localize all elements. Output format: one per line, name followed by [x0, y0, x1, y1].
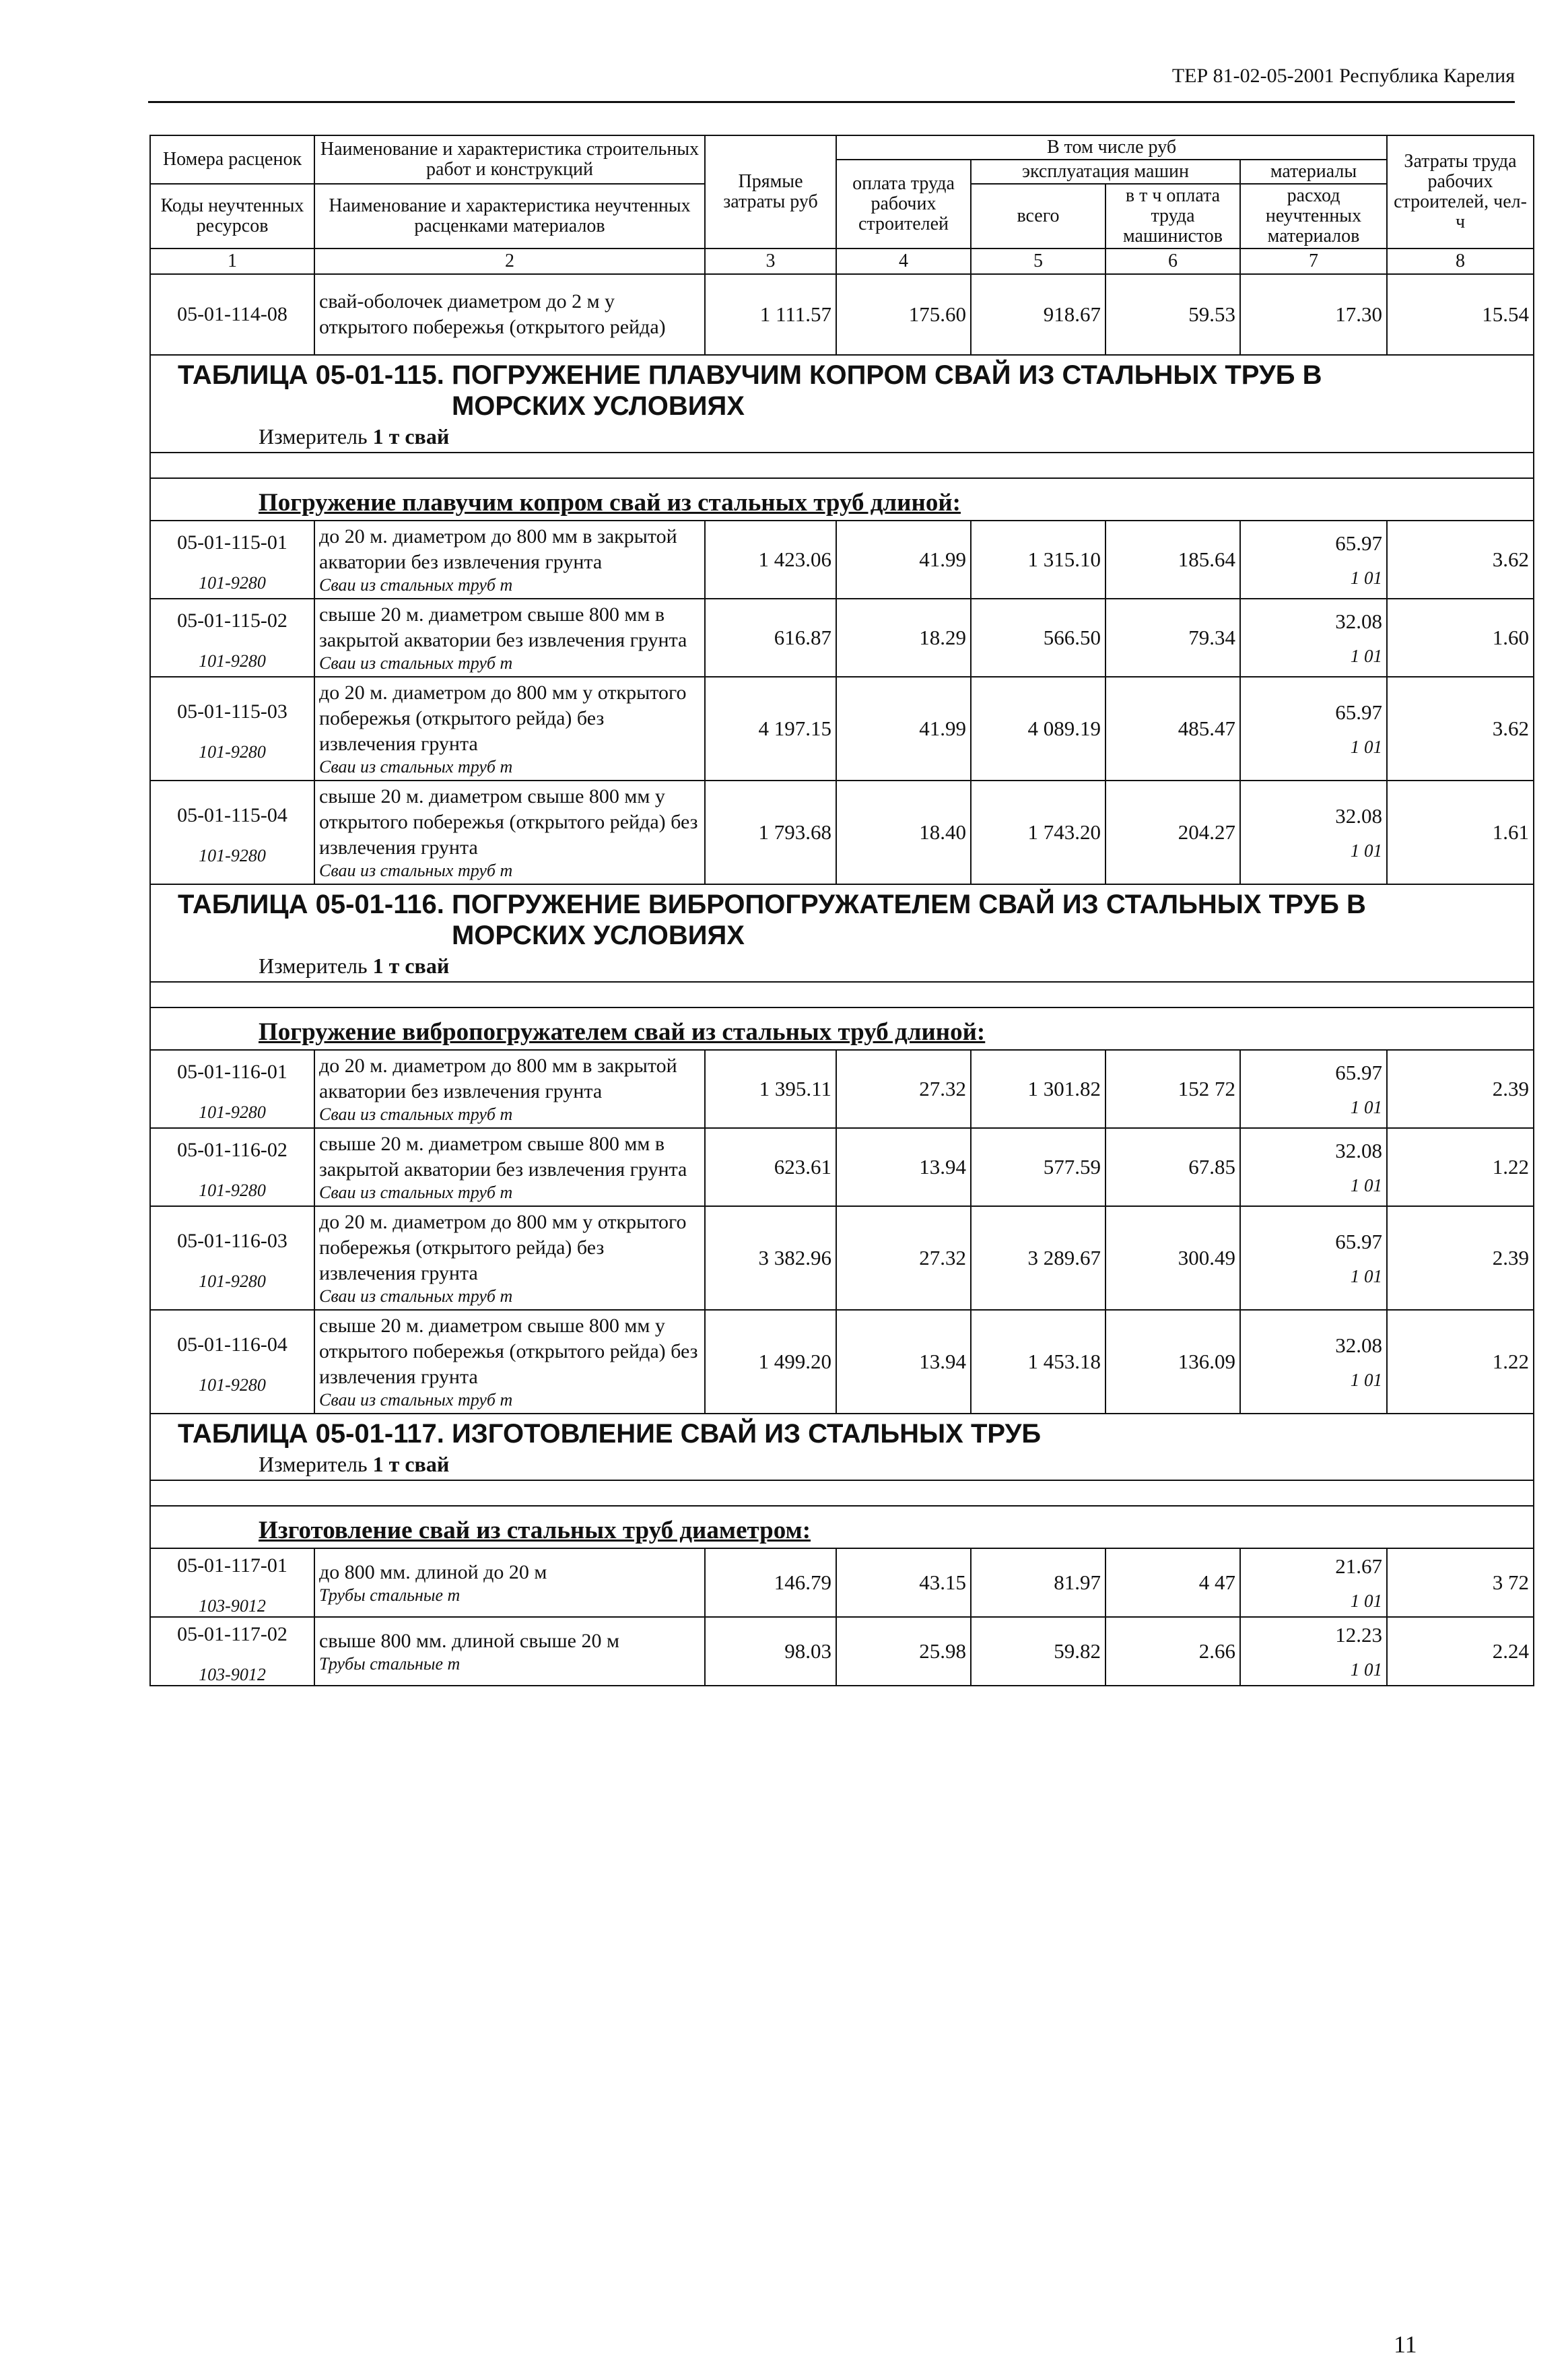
header-wage: оплата труда рабочих строителей: [836, 160, 971, 249]
direct-costs: 1 395.11: [705, 1050, 836, 1128]
header-desc-top: Наименование и характеристика строительных работ и конструкций: [320, 139, 700, 180]
material-description: Сваи из стальных труб т: [319, 1104, 513, 1124]
header-numbers-row: [150, 249, 1534, 274]
header-rule: [148, 101, 1515, 103]
table-row: [150, 677, 1534, 781]
machine-costs: 3 289.67: [971, 1206, 1105, 1310]
header-number: 8: [1387, 249, 1534, 274]
rate-description: свыше 20 м. диаметром свыше 800 мм у открытого побережья (открытого рейда) без извлечения грунта: [319, 785, 698, 859]
material-costs-cell: [1240, 677, 1387, 781]
material-quantity: 1 01: [1350, 1659, 1383, 1680]
table-unit: [259, 424, 1526, 449]
spacer-cell: [150, 453, 1534, 478]
header-materials: материалы: [1240, 160, 1387, 184]
table-spacer-row: [150, 982, 1534, 1007]
table-title-text: ИЗГОТОВЛЕНИЕ СВАЙ ИЗ СТАЛЬНЫХ ТРУБ: [451, 1419, 1042, 1449]
machine-costs: 1 315.10: [971, 521, 1105, 599]
table-section-title: [150, 1414, 1534, 1480]
header-desc-cell: [314, 135, 705, 184]
header-number: 7: [1240, 249, 1387, 274]
wage-costs: 43.15: [836, 1548, 971, 1617]
machine-wage-costs: 300.49: [1105, 1206, 1240, 1310]
table-row: [150, 781, 1534, 884]
document-header: ТЕР 81-02-05-2001 Республика Карелия: [1171, 65, 1515, 87]
labor-costs: 15.54: [1387, 274, 1534, 355]
table-title: [178, 360, 1526, 422]
header-number: 3: [705, 249, 836, 274]
header-code-bottom: Коды неучтенных ресурсов: [150, 184, 314, 249]
group-heading: Изготовление свай из стальных труб диаметром:: [150, 1506, 1534, 1548]
rate-description-cell: [314, 1617, 705, 1686]
table-title-lead: ТАБЛИЦА 05-01-117.: [178, 1419, 444, 1449]
rate-code: 05-01-117-02: [177, 1623, 287, 1645]
rate-description-cell: [314, 1206, 705, 1310]
wage-costs: 18.29: [836, 599, 971, 677]
machine-wage-costs: 152 72: [1105, 1050, 1240, 1128]
table-spacer-row: [150, 453, 1534, 478]
material-costs-cell: [1240, 521, 1387, 599]
table-title-text: ПОГРУЖЕНИЕ ВИБРОПОГРУЖАТЕЛЕМ СВАЙ ИЗ СТАЛЬНЫХ ТРУБ В МОРСКИХ УСЛОВИЯХ: [451, 890, 1366, 950]
resource-code: 101-9280: [199, 573, 266, 593]
header-machines-wage: в т ч оплата труда машинистов: [1105, 184, 1240, 249]
machine-costs: 4 089.19: [971, 677, 1105, 781]
material-description: Сваи из стальных труб т: [319, 861, 513, 880]
material-description: Трубы стальные т: [319, 1654, 461, 1674]
resource-code: 103-9012: [199, 1596, 266, 1616]
header-code-top: Номера расценок: [162, 149, 302, 170]
material-costs: 21.67: [1335, 1554, 1383, 1578]
material-costs: 65.97: [1335, 531, 1383, 555]
machine-wage-costs: 185.64: [1105, 521, 1240, 599]
group-heading-row: [150, 1506, 1534, 1548]
resource-code: 101-9280: [199, 1102, 266, 1122]
rate-code-cell: [150, 1206, 314, 1310]
direct-costs: 146.79: [705, 1548, 836, 1617]
rate-code: 05-01-115-03: [177, 700, 287, 723]
wage-costs: 18.40: [836, 781, 971, 884]
direct-costs: 1 793.68: [705, 781, 836, 884]
labor-costs: 3.62: [1387, 677, 1534, 781]
rate-description: до 20 м. диаметром до 800 мм у открытого побережья (открытого рейда) без извлечения грунта: [319, 1211, 687, 1284]
machine-wage-costs: 79.34: [1105, 599, 1240, 677]
rate-description: свыше 800 мм. длиной свыше 20 м: [319, 1630, 619, 1652]
group-heading-row: [150, 1007, 1534, 1050]
table-row: [150, 1206, 1534, 1310]
rate-code: 05-01-116-03: [177, 1230, 287, 1252]
machine-costs: 1 743.20: [971, 781, 1105, 884]
unit-value: 1 т свай: [372, 424, 450, 449]
rate-description-cell: [314, 1128, 705, 1206]
machine-wage-costs: 485.47: [1105, 677, 1240, 781]
rates-table: [149, 135, 1534, 1686]
unit-value: 1 т свай: [372, 1452, 450, 1476]
rate-code: 05-01-115-02: [177, 609, 287, 632]
machine-costs: 59.82: [971, 1617, 1105, 1686]
rate-code-cell: [150, 1617, 314, 1686]
table-title-lead: ТАБЛИЦА 05-01-115.: [178, 360, 444, 390]
rate-description: свыше 20 м. диаметром свыше 800 мм в закрытой акватории без извлечения грунта: [319, 1133, 687, 1181]
material-description: Сваи из стальных труб т: [319, 1390, 513, 1410]
machine-wage-costs: 2.66: [1105, 1617, 1240, 1686]
table-spacer-row: [150, 1480, 1534, 1506]
rate-description-cell: [314, 1548, 705, 1617]
header-row-1: [150, 135, 1534, 160]
labor-costs: 2.39: [1387, 1050, 1534, 1128]
header-desc-bottom: Наименование и характеристика неучтенных расценками материалов: [314, 184, 705, 249]
direct-costs: 623.61: [705, 1128, 836, 1206]
rate-description: до 20 м. диаметром до 800 мм в закрытой акватории без извлечения грунта: [319, 1055, 677, 1102]
rate-description: до 20 м. диаметром до 800 мм в закрытой акватории без извлечения грунта: [319, 525, 677, 573]
machine-costs: 566.50: [971, 599, 1105, 677]
table-title: [178, 889, 1526, 951]
header-labor: Затраты труда рабочих строителей, чел-ч: [1387, 135, 1534, 249]
rate-code-cell: [150, 1548, 314, 1617]
material-description: Сваи из стальных труб т: [319, 575, 513, 595]
direct-costs: 98.03: [705, 1617, 836, 1686]
machine-wage-costs: 67.85: [1105, 1128, 1240, 1206]
wage-costs: 41.99: [836, 677, 971, 781]
resource-code: 103-9012: [199, 1665, 266, 1684]
rate-code: 05-01-116-01: [177, 1061, 287, 1083]
table-row: [150, 1548, 1534, 1617]
direct-costs: 1 111.57: [705, 274, 836, 355]
rate-code: 05-01-114-08: [150, 274, 314, 355]
unit-value: 1 т свай: [372, 954, 450, 978]
resource-code: 101-9280: [199, 846, 266, 865]
material-costs-cell: [1240, 1310, 1387, 1414]
material-costs: 17.30: [1240, 274, 1387, 355]
resource-code: 101-9280: [199, 1181, 266, 1200]
rate-description-cell: [314, 1050, 705, 1128]
table-title-text: ПОГРУЖЕНИЕ ПЛАВУЧИМ КОПРОМ СВАЙ ИЗ СТАЛЬНЫХ ТРУБ В МОРСКИХ УСЛОВИЯХ: [451, 360, 1322, 421]
direct-costs: 616.87: [705, 599, 836, 677]
labor-costs: 3 72: [1387, 1548, 1534, 1617]
rate-description: свыше 20 м. диаметром свыше 800 мм в закрытой акватории без извлечения грунта: [319, 603, 687, 651]
table-section-title: [150, 355, 1534, 453]
header-number: 4: [836, 249, 971, 274]
table-row: [150, 1617, 1534, 1686]
wage-costs: 25.98: [836, 1617, 971, 1686]
table-row: [150, 521, 1534, 599]
material-description: Сваи из стальных труб т: [319, 653, 513, 673]
table-row: [150, 1050, 1534, 1128]
header-number: 1: [150, 249, 314, 274]
header-number: 5: [971, 249, 1105, 274]
material-costs: 65.97: [1335, 1229, 1383, 1253]
direct-costs: 1 499.20: [705, 1310, 836, 1414]
labor-costs: 1.22: [1387, 1128, 1534, 1206]
rate-description-cell: [314, 677, 705, 781]
wage-costs: 27.32: [836, 1050, 971, 1128]
material-quantity: 1 01: [1350, 840, 1383, 861]
wage-costs: 13.94: [836, 1128, 971, 1206]
machine-costs: 81.97: [971, 1548, 1105, 1617]
machine-costs: 1 453.18: [971, 1310, 1105, 1414]
table-title-lead: ТАБЛИЦА 05-01-116.: [178, 890, 444, 919]
rate-code-cell: [150, 677, 314, 781]
machine-costs: 1 301.82: [971, 1050, 1105, 1128]
unit-label: Измеритель: [259, 1452, 368, 1476]
machine-wage-costs: 59.53: [1105, 274, 1240, 355]
header-machines: эксплуатация машин: [971, 160, 1240, 184]
rate-description: свыше 20 м. диаметром свыше 800 мм у открытого побережья (открытого рейда) без извлечения грунта: [319, 1315, 698, 1388]
rate-code: 05-01-117-01: [177, 1554, 287, 1577]
resource-code: 101-9280: [199, 742, 266, 762]
table-section-title: [150, 884, 1534, 982]
labor-costs: 3.62: [1387, 521, 1534, 599]
group-heading-row: [150, 478, 1534, 521]
labor-costs: 1.61: [1387, 781, 1534, 884]
table-title: [178, 1418, 1526, 1449]
group-heading: Погружение вибропогружателем свай из стальных труб длиной:: [150, 1007, 1534, 1050]
rate-code: 05-01-115-01: [177, 531, 287, 554]
material-description: Сваи из стальных труб т: [319, 1183, 513, 1202]
rate-code-cell: [150, 1050, 314, 1128]
unit-label: Измеритель: [259, 424, 368, 449]
rate-code: 05-01-116-04: [177, 1333, 287, 1356]
page-number: 11: [1394, 2331, 1417, 2358]
rate-code-cell: [150, 1128, 314, 1206]
rate-code: 05-01-116-02: [177, 1139, 287, 1161]
material-costs: 32.08: [1335, 1333, 1383, 1357]
machine-wage-costs: 4 47: [1105, 1548, 1240, 1617]
table-row: [150, 1310, 1534, 1414]
labor-costs: 2.39: [1387, 1206, 1534, 1310]
resource-code: 101-9280: [199, 651, 266, 671]
machine-costs: 918.67: [971, 274, 1105, 355]
material-quantity: 1 01: [1350, 567, 1383, 588]
rate-code-cell: [150, 781, 314, 884]
wage-costs: 175.60: [836, 274, 971, 355]
header-code-cell: [150, 135, 314, 184]
material-description: Сваи из стальных труб т: [319, 757, 513, 776]
header-materials-sub: расход неучтенных материалов: [1240, 184, 1387, 249]
material-costs-cell: [1240, 599, 1387, 677]
table-title-cell: [150, 884, 1534, 982]
resource-code: 101-9280: [199, 1271, 266, 1291]
header-machines-total: всего: [971, 184, 1105, 249]
header-number: 6: [1105, 249, 1240, 274]
table-row: [150, 1128, 1534, 1206]
material-costs-cell: [1240, 1617, 1387, 1686]
material-quantity: 1 01: [1350, 1265, 1383, 1286]
table-row: [150, 274, 1534, 355]
table-title-cell: [150, 355, 1534, 453]
material-costs: 32.08: [1335, 803, 1383, 828]
material-description: Сваи из стальных труб т: [319, 1286, 513, 1306]
material-description: Трубы стальные т: [319, 1585, 461, 1605]
header-in-total: В том числе руб: [836, 135, 1387, 160]
rate-code-cell: [150, 599, 314, 677]
rate-code-cell: [150, 521, 314, 599]
direct-costs: 1 423.06: [705, 521, 836, 599]
direct-costs: 3 382.96: [705, 1206, 836, 1310]
material-quantity: 1 01: [1350, 1175, 1383, 1195]
rate-code-cell: [150, 1310, 314, 1414]
group-heading: Погружение плавучим копром свай из стальных труб длиной:: [150, 478, 1534, 521]
direct-costs: 4 197.15: [705, 677, 836, 781]
material-costs-cell: [1240, 1128, 1387, 1206]
material-costs-cell: [1240, 1050, 1387, 1128]
spacer-cell: [150, 1480, 1534, 1506]
unit-label: Измеритель: [259, 954, 368, 978]
material-quantity: 1 01: [1350, 1096, 1383, 1117]
rate-description-cell: [314, 599, 705, 677]
labor-costs: 2.24: [1387, 1617, 1534, 1686]
rate-description: до 800 мм. длиной до 20 м: [319, 1561, 547, 1583]
material-costs: 32.08: [1335, 1138, 1383, 1162]
material-quantity: 1 01: [1350, 645, 1383, 666]
machine-costs: 577.59: [971, 1128, 1105, 1206]
header-direct-costs: Прямые затраты руб: [705, 135, 836, 249]
wage-costs: 41.99: [836, 521, 971, 599]
rate-description-cell: [314, 781, 705, 884]
material-costs-cell: [1240, 781, 1387, 884]
material-costs-cell: [1240, 1548, 1387, 1617]
material-costs: 12.23: [1335, 1622, 1383, 1647]
rate-description: свай-оболочек диаметром до 2 м у открытого побережья (открытого рейда): [314, 274, 705, 355]
labor-costs: 1.22: [1387, 1310, 1534, 1414]
material-costs: 65.97: [1335, 1060, 1383, 1084]
material-costs-cell: [1240, 1206, 1387, 1310]
labor-costs: 1.60: [1387, 599, 1534, 677]
rate-description-cell: [314, 521, 705, 599]
material-costs: 32.08: [1335, 609, 1383, 633]
spacer-cell: [150, 982, 1534, 1007]
wage-costs: 13.94: [836, 1310, 971, 1414]
table-title-cell: [150, 1414, 1534, 1480]
rate-description: до 20 м. диаметром до 800 мм у открытого побережья (открытого рейда) без извлечения грунта: [319, 682, 687, 755]
machine-wage-costs: 204.27: [1105, 781, 1240, 884]
rate-description-cell: [314, 1310, 705, 1414]
table-unit: [259, 954, 1526, 979]
resource-code: 101-9280: [199, 1375, 266, 1395]
rate-code: 05-01-115-04: [177, 804, 287, 826]
header-number: 2: [314, 249, 705, 274]
wage-costs: 27.32: [836, 1206, 971, 1310]
material-quantity: 1 01: [1350, 1369, 1383, 1390]
material-costs: 65.97: [1335, 700, 1383, 724]
table-row: [150, 599, 1534, 677]
material-quantity: 1 01: [1350, 1590, 1383, 1611]
material-quantity: 1 01: [1350, 736, 1383, 757]
machine-wage-costs: 136.09: [1105, 1310, 1240, 1414]
table-unit: [259, 1452, 1526, 1477]
